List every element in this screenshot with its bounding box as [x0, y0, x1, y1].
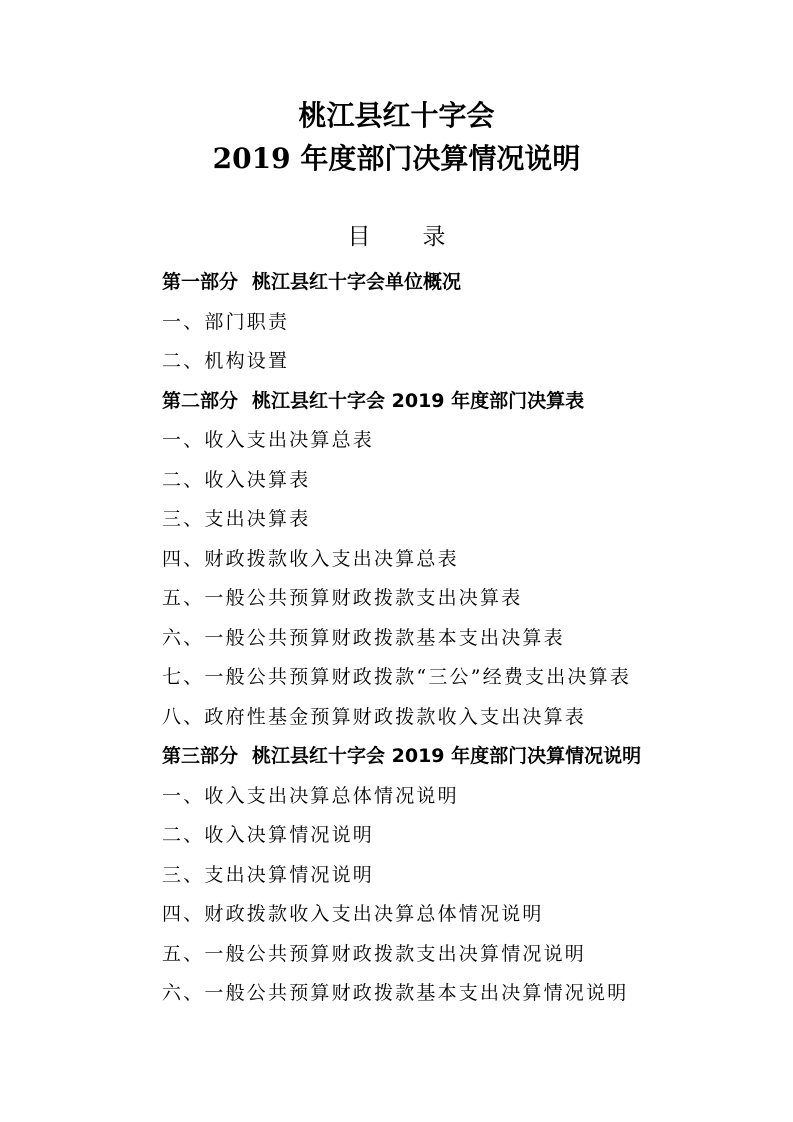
- toc-part-title: 桃江县红十字会 2019 年度部门决算表: [252, 389, 585, 412]
- toc-item: 四、财政拨款收入支出决算总体情况说明: [162, 903, 544, 925]
- toc-item: 一、收入支出决算总表: [162, 429, 375, 451]
- toc-item: 五、一般公共预算财政拨款支出决算情况说明: [162, 942, 587, 965]
- toc-part-label: 第一部分: [162, 271, 239, 293]
- toc-heading-char-2: 录: [422, 224, 446, 250]
- toc-item: 一、部门职责: [162, 310, 290, 333]
- toc-heading: [0, 221, 793, 253]
- toc-item: 八、政府性基金预算财政拨款收入支出决算表: [162, 705, 587, 728]
- toc-item: 七、一般公共预算财政拨款“三公”经费支出决算表: [162, 666, 632, 688]
- toc-item: 五、一般公共预算财政拨款支出决算表: [162, 587, 523, 609]
- toc-heading-char-1: 目: [347, 224, 371, 250]
- toc-item: 二、收入决算表: [162, 468, 311, 491]
- toc-item: 三、支出决算表: [162, 508, 311, 530]
- table-of-contents: [162, 263, 762, 1014]
- toc-part-2: [162, 382, 762, 422]
- toc-part-label: 第二部分: [162, 389, 239, 412]
- toc-item: 三、支出决算情况说明: [162, 863, 375, 886]
- toc-item: 六、一般公共预算财政拨款基本支出决算情况说明: [162, 982, 629, 1004]
- document-title-report: 2019 年度部门决算情况说明: [212, 142, 581, 175]
- toc-part-title: 桃江县红十字会单位概况: [252, 271, 462, 293]
- toc-item: 二、机构设置: [162, 350, 290, 372]
- toc-part-label: 第三部分: [162, 745, 239, 767]
- toc-part-1: [162, 263, 762, 303]
- document-title-organization: 桃江县红十字会: [298, 99, 495, 132]
- toc-part-title: 桃江县红十字会 2019 年度部门决算情况说明: [252, 745, 642, 767]
- toc-item: 四、财政拨款收入支出决算总表: [162, 547, 459, 570]
- toc-item: 一、收入支出决算总体情况说明: [162, 784, 459, 807]
- toc-item: 二、收入决算情况说明: [162, 824, 375, 846]
- toc-part-3: [162, 737, 762, 777]
- toc-item: 六、一般公共预算财政拨款基本支出决算表: [162, 626, 565, 649]
